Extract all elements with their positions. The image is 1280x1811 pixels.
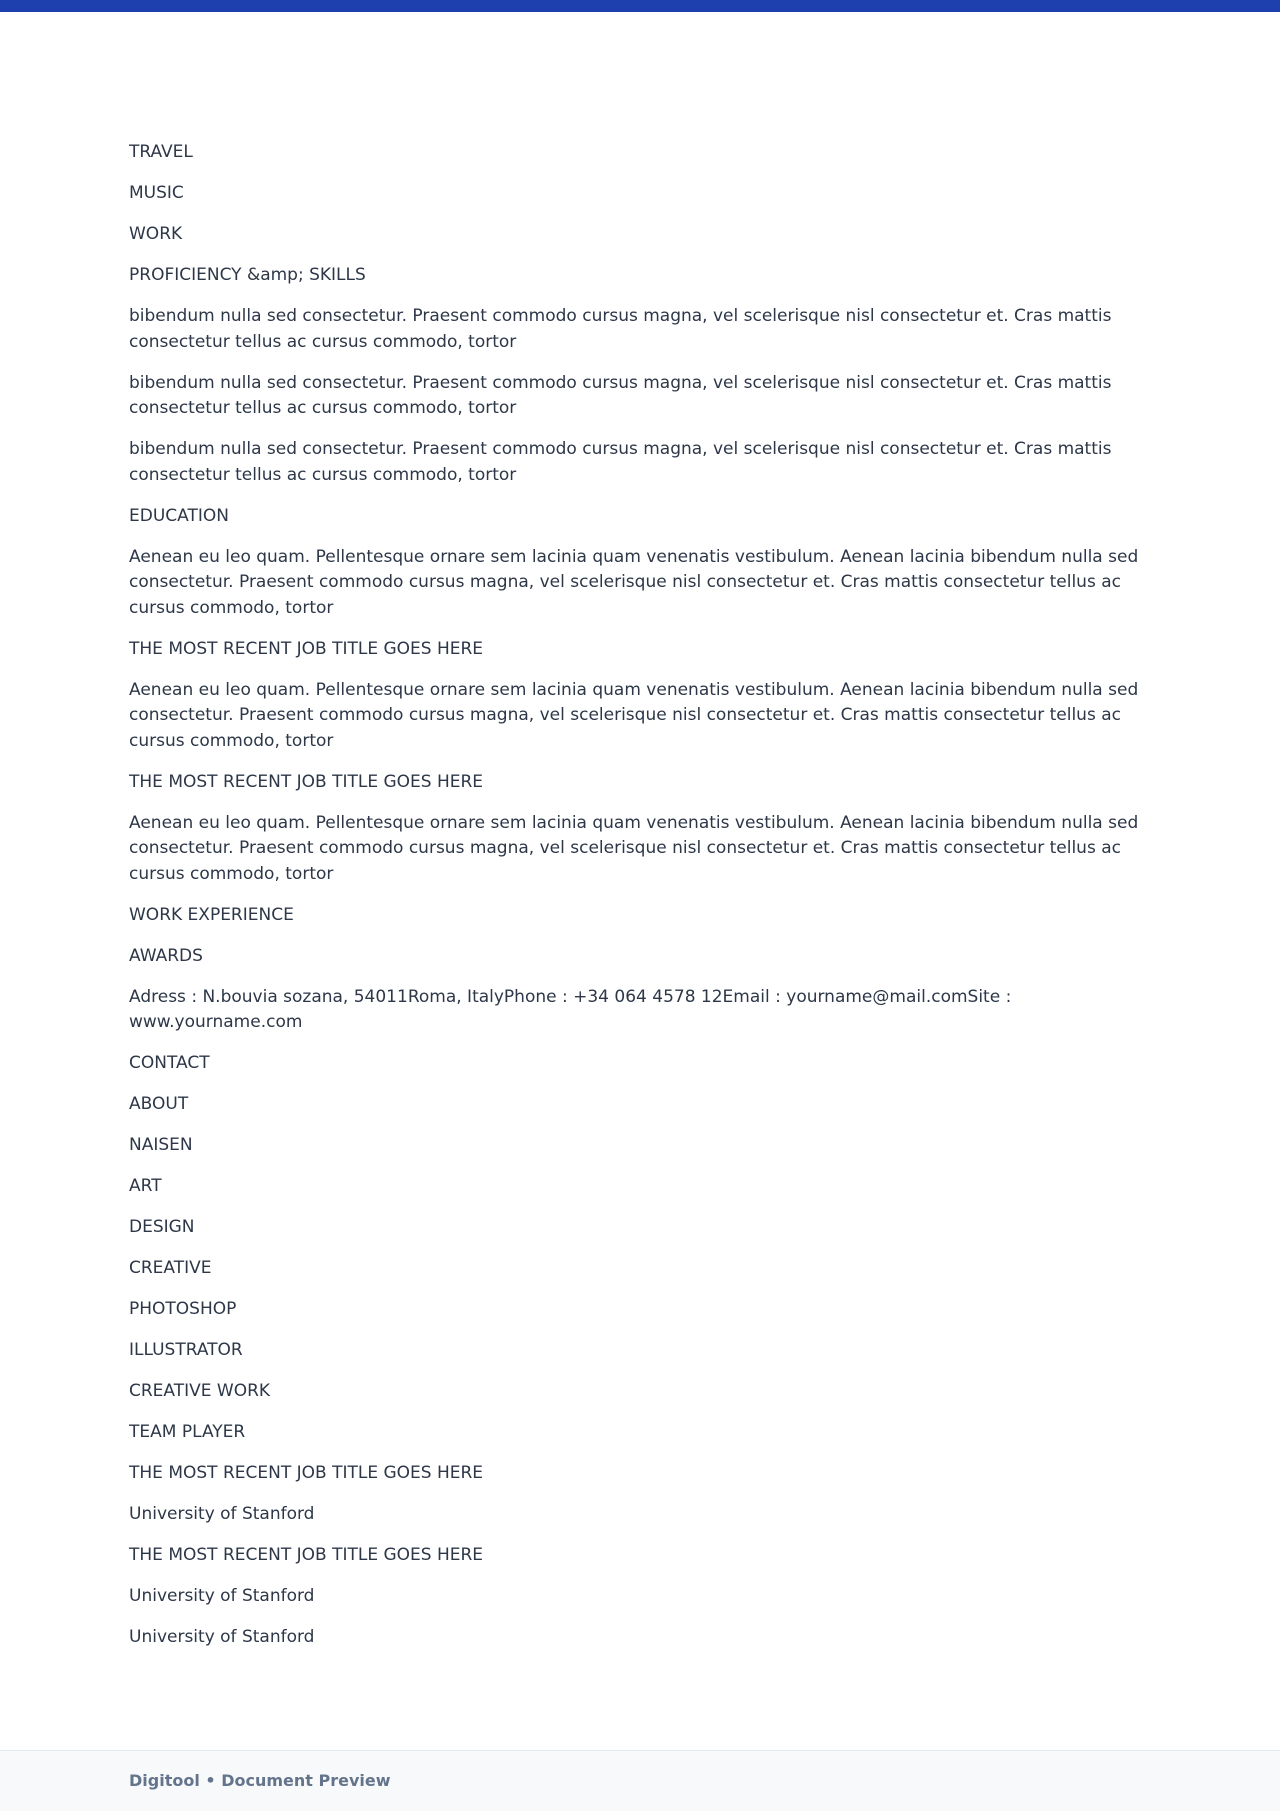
contact-details: Adress : N.bouvia sozana, 54011Roma, ItalyPhone : +34 064 4578 12Email : yourname@mail.comSite : www.yourname.com [129, 986, 1012, 1032]
interest-item: CREATIVE [129, 1258, 212, 1278]
skill-item: CREATIVE WORK [129, 1381, 271, 1401]
job-description: Aenean eu leo quam. Pellentesque ornare sem lacinia quam venenatis vestibulum. Aenean lacinia bibendum nulla sed consectetur. Praesent commodo cursus magna, vel scelerisque nisl consectetur et. Cras mattis consectetur tellus ac cursus commodo, tortor [129, 679, 1139, 751]
education-paragraph: Aenean eu leo quam. Pellentesque ornare sem lacinia quam venenatis vestibulum. Aenean lacinia bibendum nulla sed consectetur. Praesent commodo cursus magna, vel scelerisque nisl consectetur et. Cras mattis consectetur tellus ac cursus commodo, tortor [129, 546, 1139, 618]
section-heading-awards: AWARDS [129, 945, 203, 966]
section-heading-travel: TRAVEL [129, 142, 193, 162]
skills-paragraph: bibendum nulla sed consectetur. Praesent commodo cursus magna, vel scelerisque nisl consectetur et. Cras mattis consectetur tellus ac cursus commodo, tortor [129, 306, 1112, 352]
section-heading-work: WORK [129, 224, 183, 244]
interest-item: DESIGN [129, 1217, 195, 1237]
top-accent-bar [0, 0, 1280, 12]
job-title: THE MOST RECENT JOB TITLE GOES HERE [129, 771, 484, 792]
school-name: University of Stanford [129, 1586, 315, 1606]
job-description: Aenean eu leo quam. Pellentesque ornare sem lacinia quam venenatis vestibulum. Aenean lacinia bibendum nulla sed consectetur. Praesent commodo cursus magna, vel scelerisque nisl consectetur et. Cras mattis consectetur tellus ac cursus commodo, tortor [129, 812, 1139, 884]
job-title: THE MOST RECENT JOB TITLE GOES HERE [129, 638, 484, 659]
footer [0, 1750, 1280, 1811]
school-name: University of Stanford [129, 1627, 315, 1647]
section-heading-education: EDUCATION [129, 505, 229, 526]
name-text: NAISEN [129, 1135, 193, 1155]
skill-item: PHOTOSHOP [129, 1299, 237, 1319]
skills-paragraph: bibendum nulla sed consectetur. Praesent commodo cursus magna, vel scelerisque nisl consectetur et. Cras mattis consectetur tellus ac cursus commodo, tortor [129, 372, 1112, 418]
document-body [129, 140, 1149, 1666]
skill-item: TEAM PLAYER [129, 1422, 246, 1442]
section-heading-proficiency-skills: PROFICIENCY &amp; SKILLS [129, 265, 366, 285]
interest-item: ART [129, 1176, 162, 1196]
section-heading-about: ABOUT [129, 1094, 189, 1114]
skill-item: ILLUSTRATOR [129, 1340, 243, 1360]
skills-paragraph: bibendum nulla sed consectetur. Praesent commodo cursus magna, vel scelerisque nisl consectetur et. Cras mattis consectetur tellus ac cursus commodo, tortor [129, 439, 1112, 485]
job-title: THE MOST RECENT JOB TITLE GOES HERE [129, 1545, 484, 1565]
school-name: University of Stanford [129, 1504, 315, 1524]
section-heading-contact: CONTACT [129, 1053, 210, 1073]
job-title: THE MOST RECENT JOB TITLE GOES HERE [129, 1463, 484, 1483]
footer-label: Digitool • Document Preview [129, 1771, 391, 1790]
section-heading-work-experience: WORK EXPERIENCE [129, 904, 294, 925]
section-heading-music: MUSIC [129, 183, 184, 203]
